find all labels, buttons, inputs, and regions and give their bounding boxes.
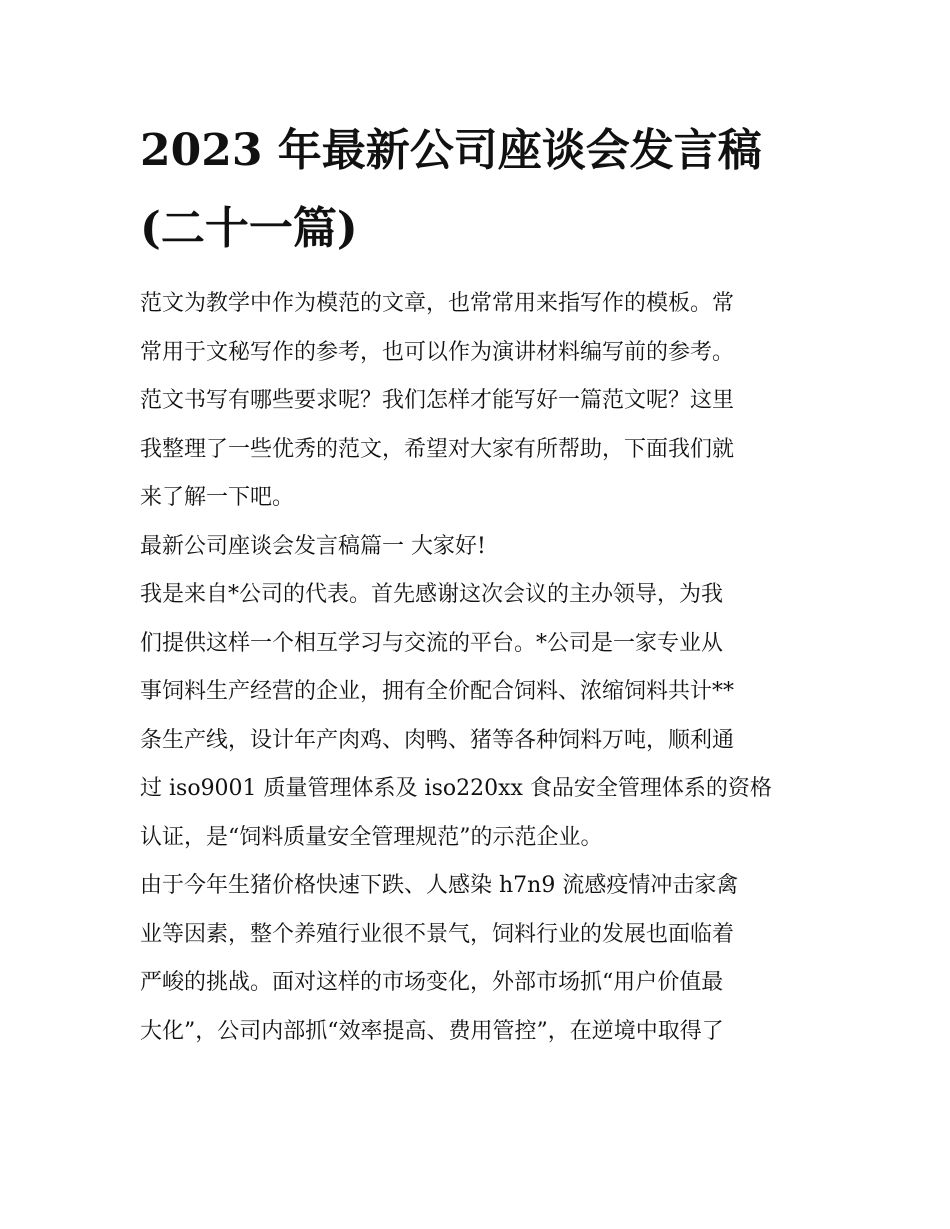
- text-line: 常用于文秘写作的参考，也可以作为演讲材料编写前的参考。: [140, 339, 735, 365]
- body-paragraph: [140, 571, 812, 862]
- text-line: 条生产线，设计年产肉鸡、肉鸭、猪等各种饲料万吨，顺利通: [140, 727, 735, 753]
- text-line: 过 iso9001 质量管理体系及 iso220xx 食品安全管理体系的资格: [140, 776, 772, 801]
- text-line: 大化”，公司内部抓“效率提高、费用管控”，在逆境中取得了: [140, 1018, 724, 1044]
- text-line: 来了解一下吧。: [140, 485, 295, 510]
- text-line: 范文书写有哪些要求呢？我们怎样才能写好一篇范文呢？这里: [140, 388, 735, 413]
- text-line: 我整理了一些优秀的范文，希望对大家有所帮助，下面我们就: [140, 436, 735, 462]
- document-body: [140, 280, 812, 1056]
- text-line: 严峻的挑战。面对这样的市场变化，外部市场抓“用户价值最: [140, 970, 724, 995]
- title-line: 2023 年最新公司座谈会发言稿: [140, 125, 762, 176]
- body-paragraph: [140, 862, 812, 1056]
- document-title: [140, 112, 812, 268]
- title-line: (二十一篇): [140, 203, 358, 254]
- text-line: 事饲料生产经营的企业，拥有全价配合饲料、浓缩饲料共计**: [140, 679, 735, 704]
- text-line: 我是来自*公司的代表。首先感谢这次会议的主办领导，为我: [140, 582, 724, 607]
- text-line: 由于今年生猪价格快速下跌、人感染 h7n9 流感疫情冲击家禽: [140, 873, 739, 898]
- text-line: 最新公司座谈会发言稿篇一 大家好!: [140, 533, 486, 559]
- section-heading-paragraph: [140, 523, 812, 572]
- text-line: 认证，是“饲料质量安全管理规范”的示范企业。: [140, 824, 603, 850]
- text-line: 们提供这样一个相互学习与交流的平台。*公司是一家专业从: [140, 630, 724, 656]
- intro-paragraph: [140, 280, 812, 523]
- text-line: 范文为教学中作为模范的文章，也常常用来指写作的模板。常: [140, 291, 735, 316]
- document-page: [140, 112, 812, 1056]
- text-line: 业等因素，整个养殖行业很不景气，饲料行业的发展也面临着: [140, 921, 735, 947]
